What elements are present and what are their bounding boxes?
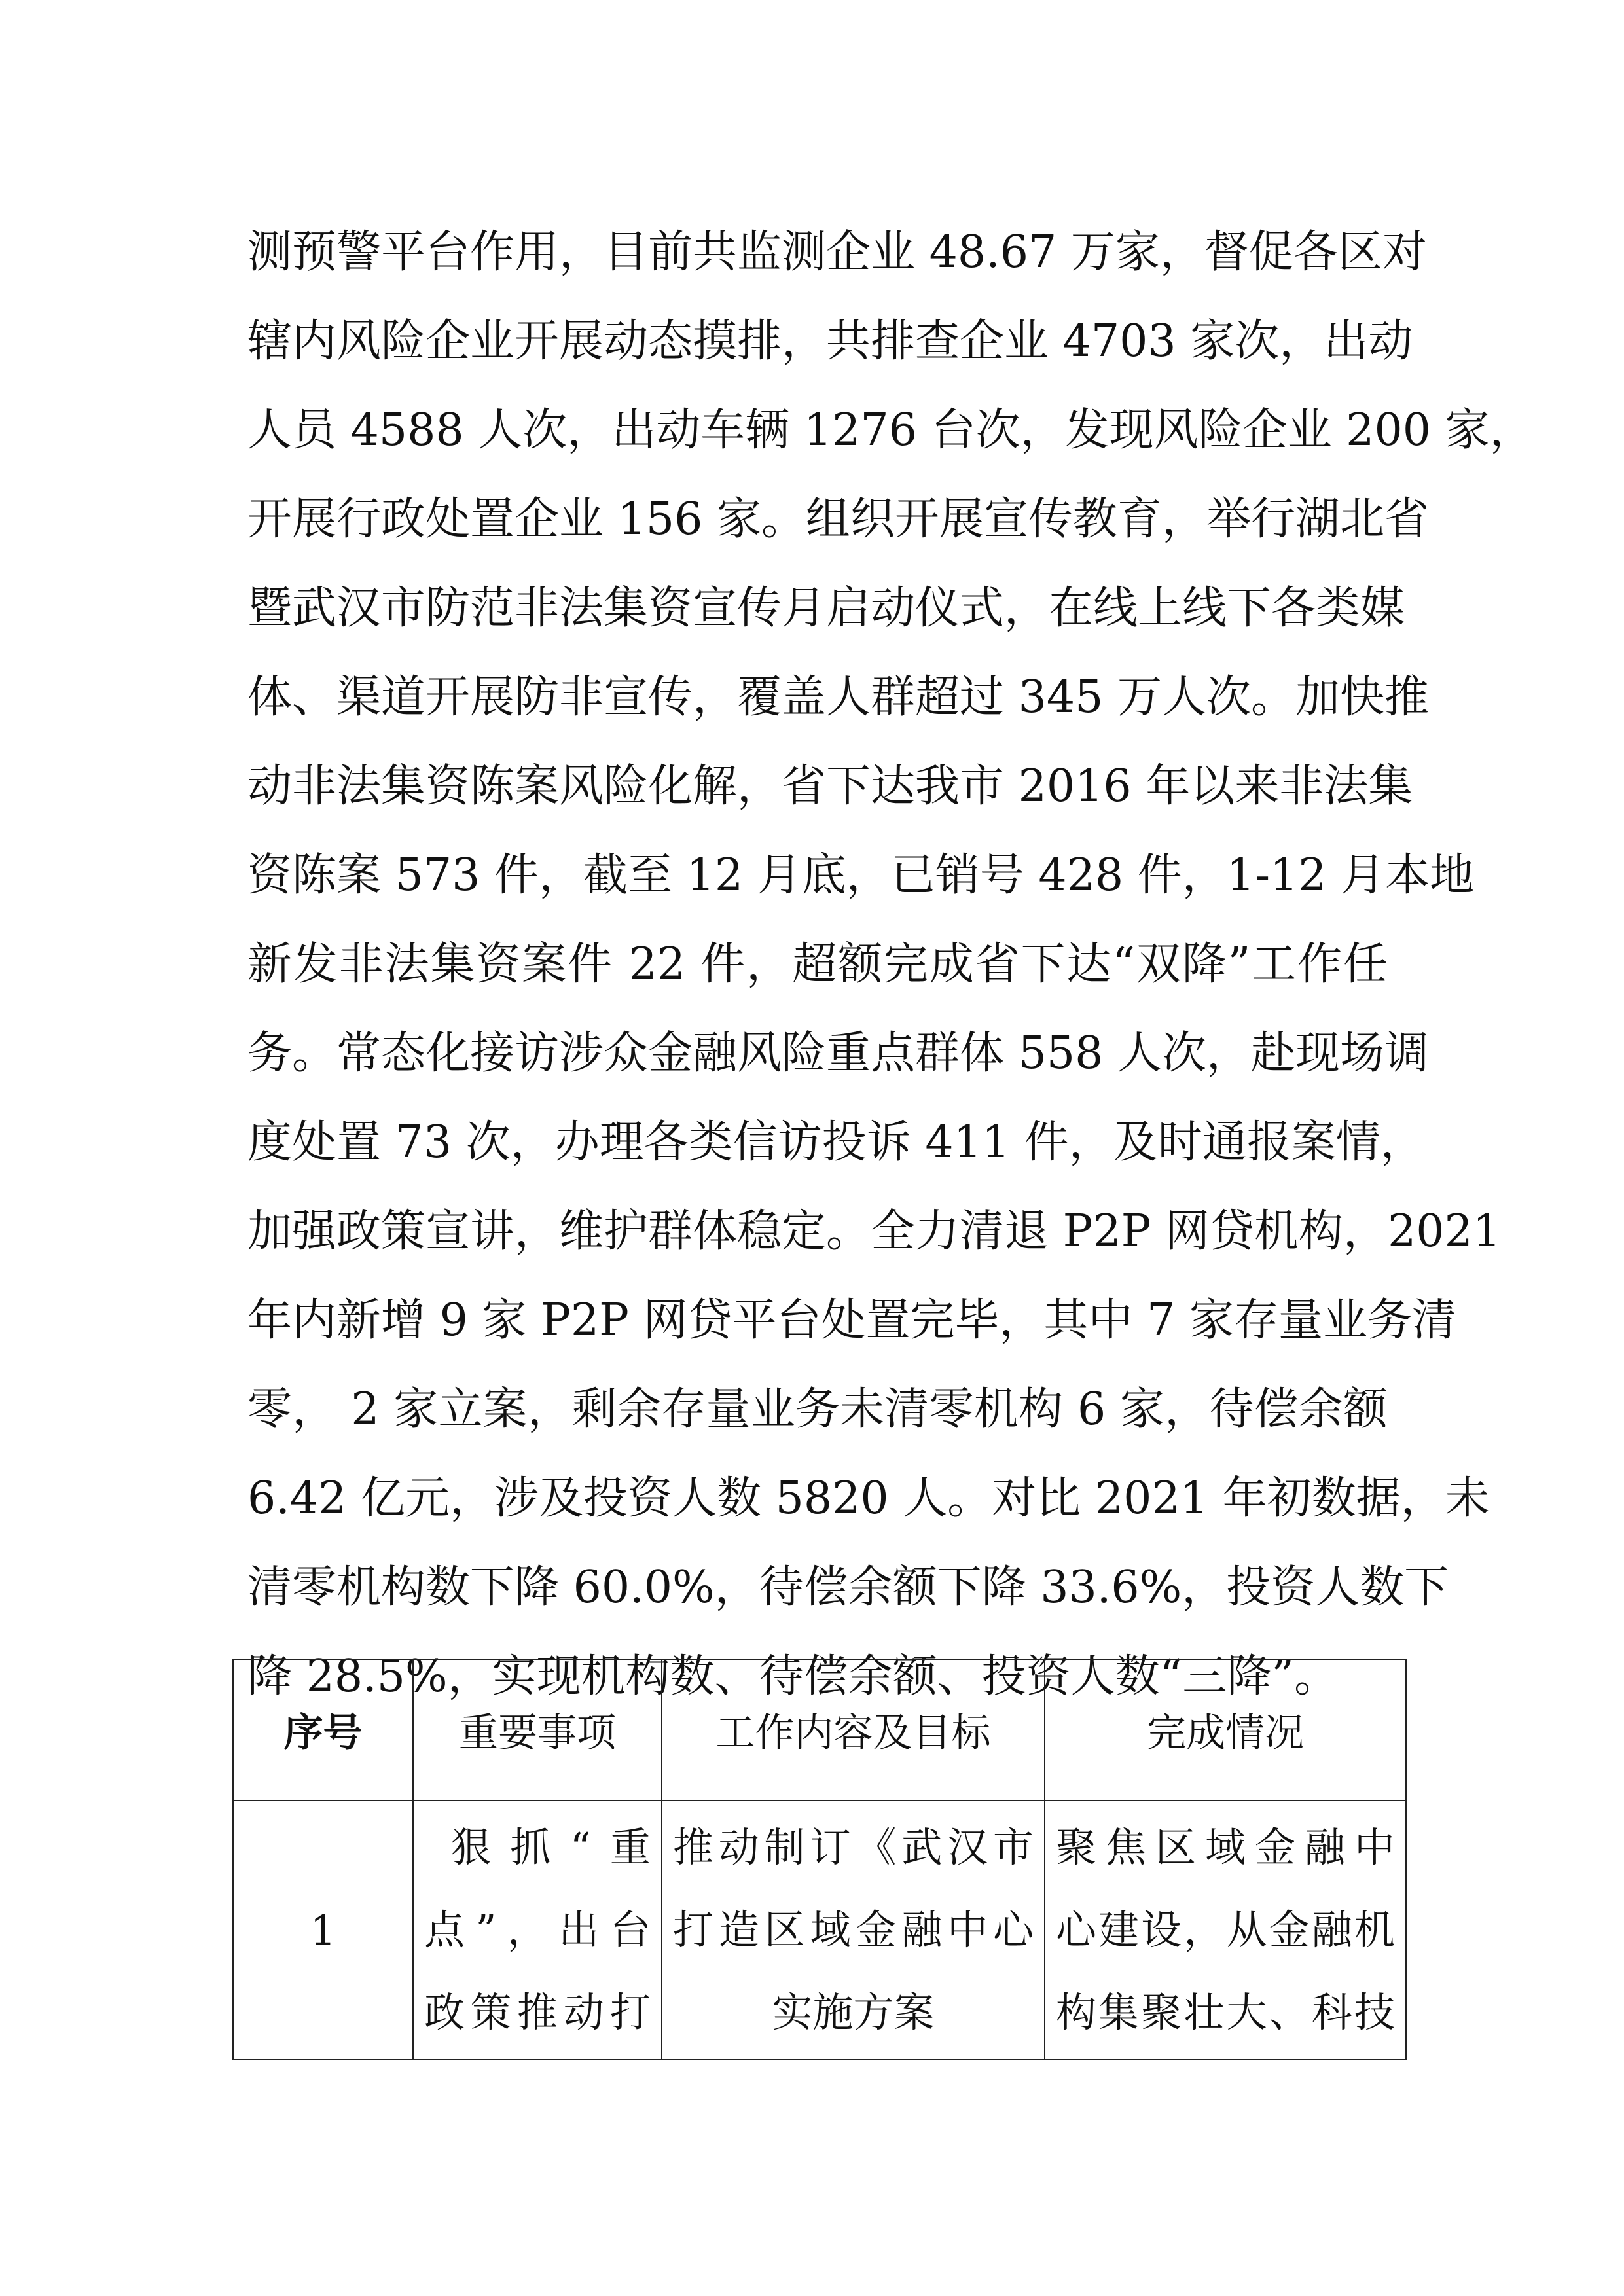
header-completion-status: 完成情况 — [1045, 1659, 1406, 1801]
paragraph-line: 务。常态化接访涉众金融风险重点群体 558 人次，赴现场调 — [247, 1028, 1430, 1079]
body-paragraph — [247, 208, 1534, 1721]
cell-line: 心建设，从金融机 — [1056, 1906, 1395, 1954]
paragraph-line: 人员 4588 人次，出动车辆 1276 台次，发现风险企业 200 家， — [247, 404, 1534, 456]
row-number-cell: 1 — [233, 1801, 413, 2060]
paragraph-line: 度处置 73 次，办理各类信访投诉 411 件，及时通报案情， — [247, 1117, 1425, 1168]
table-row — [233, 1801, 1406, 2060]
cell-line: 实施方案 — [772, 1988, 935, 2036]
cell-line: 狠抓“重 — [450, 1823, 651, 1871]
paragraph-line: 动非法集资陈案风险化解，省下达我市 2016 年以来非法集 — [247, 761, 1413, 812]
cell-line: 点”，出台 — [424, 1906, 651, 1954]
cell-line: 推动制订《武汉市 — [673, 1823, 1034, 1871]
header-important-matter: 重要事项 — [413, 1659, 662, 1801]
paragraph-line: 清零机构数下降 60.0%，待偿余额下降 33.6%，投资人数下 — [247, 1562, 1449, 1613]
cell-line: 构集聚壮大、科技 — [1056, 1988, 1395, 2036]
cell-line: 打造区域金融中心 — [673, 1906, 1034, 1954]
paragraph-line: 降 28.5%，实现机构数、待偿余额、投资人数“三降”。 — [247, 1651, 1339, 1702]
cell-line: 政策推动打 — [424, 1988, 651, 2036]
cell-line: 聚焦区域金融中 — [1056, 1823, 1395, 1871]
paragraph-line: 体、渠道开展防非宣传，覆盖人群超过 345 万人次。加快推 — [247, 672, 1430, 723]
row-matter-cell — [413, 1801, 662, 2060]
task-table — [232, 1659, 1407, 2060]
paragraph-line: 暨武汉市防范非法集资宣传月启动仪式，在线上线下各类媒 — [247, 583, 1405, 634]
paragraph-line: 开展行政处置企业 156 家。组织开展宣传教育，举行湖北省 — [247, 493, 1430, 545]
row-content-cell — [662, 1801, 1045, 2060]
paragraph-line: 辖内风险企业开展动态摸排，共排查企业 4703 家次，出动 — [247, 315, 1413, 367]
row-status-cell — [1045, 1801, 1406, 2060]
table-header-row — [233, 1659, 1406, 1801]
paragraph-line: 加强政策宣讲，维护群体稳定。全力清退 P2P 网贷机构，2021 — [247, 1206, 1502, 1257]
paragraph-line: 年内新增 9 家 P2P 网贷平台处置完毕，其中 7 家存量业务清 — [247, 1295, 1456, 1346]
header-work-content: 工作内容及目标 — [662, 1659, 1045, 1801]
header-number: 序号 — [233, 1659, 413, 1801]
paragraph-line: 新发非法集资案件 22 件，超额完成省下达“双降”工作任 — [247, 939, 1388, 990]
paragraph-line: 资陈案 573 件，截至 12 月底，已销号 428 件，1-12 月本地 — [247, 850, 1475, 901]
paragraph-line: 零， 2 家立案，剩余存量业务未清零机构 6 家，待偿余额 — [247, 1384, 1388, 1435]
paragraph-line: 6.42 亿元，涉及投资人数 5820 人。对比 2021 年初数据，未 — [247, 1473, 1490, 1524]
paragraph-line: 测预警平台作用，目前共监测企业 48.67 万家，督促各区对 — [247, 226, 1427, 278]
